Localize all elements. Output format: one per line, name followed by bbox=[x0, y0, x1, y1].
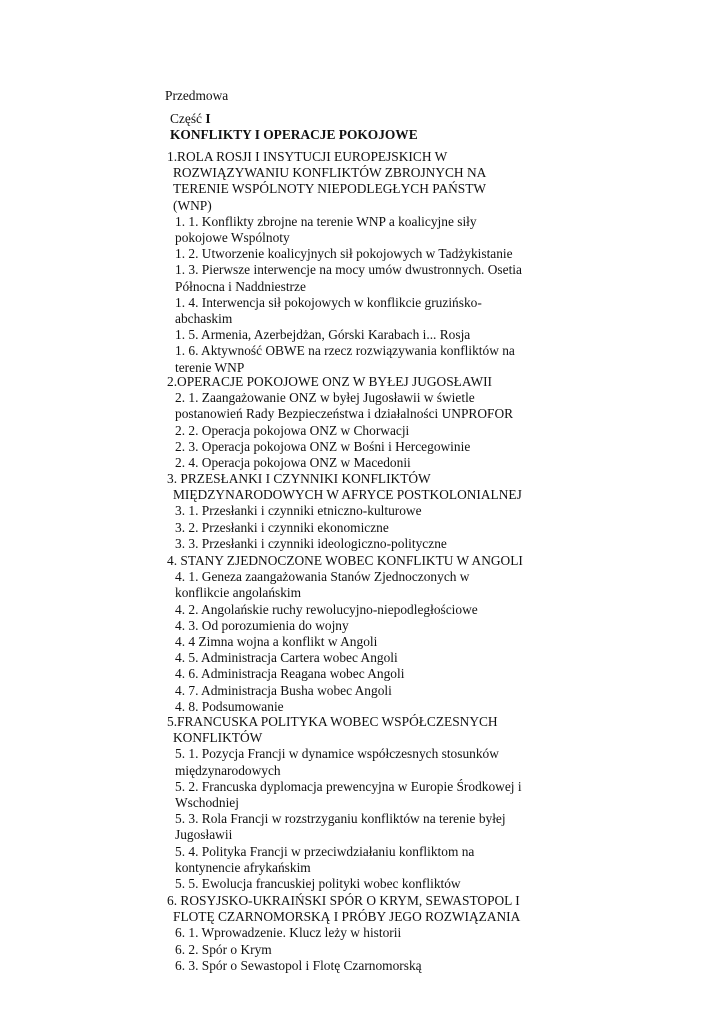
section-entry-line: 6. 2. Spór o Krym bbox=[175, 941, 272, 957]
section-entry-line: 5. 2. Francuska dyplomacja prewencyjna w Europie Środkowej i bbox=[175, 778, 522, 794]
section-entry-line: Północna i Naddniestrze bbox=[175, 278, 306, 294]
chapter-title-line: ROZWIĄZYWANIU KONFLIKTÓW ZBROJNYCH NA bbox=[173, 165, 487, 181]
part-number: I bbox=[205, 111, 211, 126]
section-entry-line: 4. 2. Angolańskie ruchy rewolucyjno-niepodległościowe bbox=[175, 601, 478, 617]
section-entry-line: terenie WNP bbox=[175, 359, 245, 375]
section-entry-line: 4. 8. Podsumowanie bbox=[175, 698, 284, 714]
section-entry-line: 1. 4. Interwencja sił pokojowych w konflikcie gruzińsko- bbox=[175, 294, 482, 310]
section-entry-line: 3. 3. Przesłanki i czynniki ideologiczno-polityczne bbox=[175, 535, 447, 551]
section-entry-line: 5. 4. Polityka Francji w przeciwdziałaniu konfliktom na bbox=[175, 843, 475, 859]
preface-heading: Przedmowa bbox=[165, 88, 229, 103]
section-entry-line: pokojowe Wspólnoty bbox=[175, 230, 290, 245]
section-entry-line: 5. 1. Pozycja Francji w dynamice współczesnych stosunków bbox=[175, 746, 499, 762]
section-entry-line: kontynencie afrykańskim bbox=[175, 859, 311, 875]
section-entry-line: 1. 1. Konflikty zbrojne na terenie WNP a koalicyjne siły bbox=[175, 213, 477, 229]
section-entry-line: Wschodniej bbox=[175, 795, 239, 810]
chapter-title-line: (WNP) bbox=[173, 197, 212, 213]
part-prefix: Część bbox=[170, 111, 202, 126]
section-entry-line: postanowień Rady Bezpieczeństwa i działalności UNPROFOR bbox=[175, 406, 514, 422]
section-entry-line: 2. 1. Zaangażowanie ONZ w byłej Jugosławii w świetle bbox=[175, 390, 475, 406]
section-entry-line: 2. 4. Operacja pokojowa ONZ w Macedonii bbox=[175, 455, 411, 470]
section-entry-line: 4. 1. Geneza zaangażowania Stanów Zjednoczonych w bbox=[175, 569, 470, 585]
section-entry-line: 1. 5. Armenia, Azerbejdżan, Górski Karabach i... Rosja bbox=[175, 327, 471, 343]
section-entry-line: 6. 1. Wprowadzenie. Klucz leży w historii bbox=[175, 925, 402, 941]
section-entry-line: 5. 5. Ewolucja francuskiej polityki wobec konfliktów bbox=[175, 876, 461, 891]
chapter-title-line: KONFLIKTÓW bbox=[173, 730, 263, 746]
section-entry-line: 3. 2. Przesłanki i czynniki ekonomiczne bbox=[175, 519, 389, 535]
section-entry-line: abchaskim bbox=[175, 311, 233, 326]
part-title: KONFLIKTY I OPERACJE POKOJOWE bbox=[170, 127, 418, 142]
chapter-title-line: FLOTĘ CZARNOMORSKĄ I PRÓBY JEGO ROZWIĄZANIA bbox=[173, 909, 521, 925]
section-entry-line: 2. 2. Operacja pokojowa ONZ w Chorwacji bbox=[175, 422, 410, 438]
section-entry-line: 3. 1. Przesłanki i czynniki etniczno-kulturowe bbox=[175, 503, 422, 519]
chapter-title-line: 2.OPERACJE POKOJOWE ONZ W BYŁEJ JUGOSŁAWII bbox=[167, 374, 493, 389]
section-entry-line: 6. 3. Spór o Sewastopol i Flotę Czarnomorską bbox=[175, 957, 422, 973]
section-entry-line: 2. 3. Operacja pokojowa ONZ w Bośni i Hercegowinie bbox=[175, 438, 471, 454]
section-entry-line: 4. 5. Administracja Cartera wobec Angoli bbox=[175, 650, 398, 666]
section-entry-line: Jugosławii bbox=[175, 827, 233, 843]
section-entry-line: 4. 7. Administracja Busha wobec Angoli bbox=[175, 682, 392, 698]
section-entry-line: 1. 6. Aktywność OBWE na rzecz rozwiązywania konfliktów na bbox=[175, 343, 515, 359]
section-entry-line: 4. 3. Od porozumienia do wojny bbox=[175, 617, 349, 633]
section-entry-line: 4. 4 Zimna wojna a konflikt w Angoli bbox=[175, 634, 378, 649]
chapter-title-line: TERENIE WSPÓLNOTY NIEPODLEGŁYCH PAŃSTW bbox=[173, 181, 487, 197]
section-entry-line: 4. 6. Administracja Reagana wobec Angoli bbox=[175, 666, 405, 682]
chapter-title-line: MIĘDZYNARODOWYCH W AFRYCE POSTKOLONIALNEJ bbox=[173, 487, 522, 503]
section-entry-line: konflikcie angolańskim bbox=[175, 585, 302, 601]
chapter-title-line: 1.ROLA ROSJI I INSYTUCJI EUROPEJSKICH W bbox=[167, 149, 448, 164]
section-entry-line: 1. 2. Utworzenie koalicyjnych sił pokojowych w Tadżykistanie bbox=[175, 246, 513, 262]
chapter-title-line: 3. PRZESŁANKI I CZYNNIKI KONFLIKTÓW bbox=[167, 471, 431, 486]
section-entry-line: 1. 3. Pierwsze interwencje na mocy umów dwustronnych. Osetia bbox=[175, 262, 522, 278]
chapter-title-line: 4. STANY ZJEDNOCZONE WOBEC KONFLIKTU W ANGOLI bbox=[167, 553, 523, 568]
part-label bbox=[170, 111, 211, 127]
chapter-title-line: 6. ROSYJSKO-UKRAIŃSKI SPÓR O KRYM, SEWASTOPOL I bbox=[167, 893, 520, 908]
chapter-title-line: 5.FRANCUSKA POLITYKA WOBEC WSPÓŁCZESNYCH bbox=[167, 714, 498, 729]
section-entry-line: międzynarodowych bbox=[175, 762, 281, 778]
section-entry-line: 5. 3. Rola Francji w rozstrzyganiu konfliktów na terenie byłej bbox=[175, 811, 506, 827]
